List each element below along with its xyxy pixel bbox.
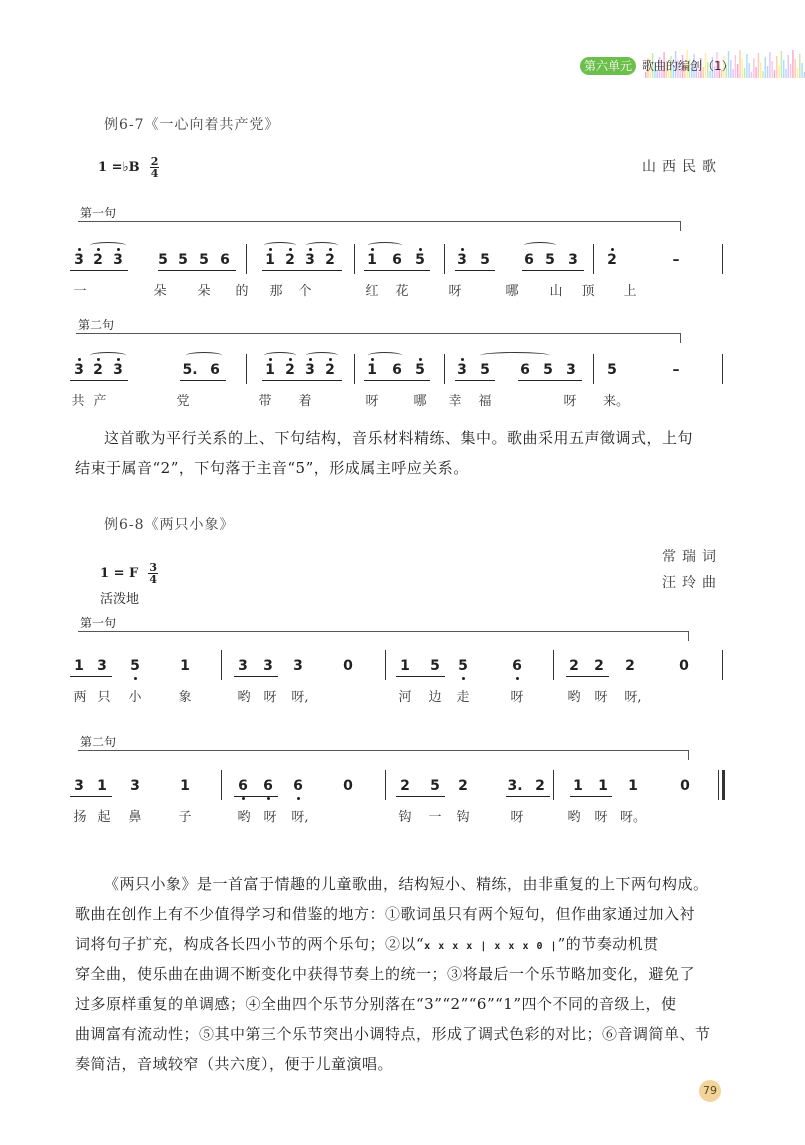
note: 6 (210, 362, 220, 378)
lyric: 那 (269, 284, 283, 299)
note: 5 (415, 252, 425, 268)
barline (718, 770, 719, 800)
lyric: 哟 (237, 690, 251, 705)
lyric: 呀 (594, 690, 608, 705)
paragraph1-line1: 这首歌为平行关系的上、下句结构，音乐材料精练、集中。歌曲采用五声徵调式，上句 (104, 429, 694, 447)
example2-key: 1 = F $\frac{3}{4}$ (100, 561, 158, 586)
underline (455, 270, 495, 271)
lyric: 呀, (291, 810, 309, 825)
barline (354, 244, 355, 274)
paragraph2-line6: 曲调富有流动性；⑤其中第三个乐节突出小调特点，形成了调式色彩的对比；⑥音调简单、节 (75, 1025, 711, 1043)
note: 3 (293, 658, 303, 674)
header-bar (753, 58, 754, 78)
note: 6 (263, 778, 273, 794)
lyric: 福 (478, 394, 492, 409)
underline (566, 676, 609, 677)
barline (246, 354, 247, 384)
example2-title: 例6-8《两只小象》 (104, 517, 235, 533)
lyric: 来。 (602, 394, 630, 409)
note: 3 (305, 362, 315, 378)
example2-phrase2-label: 第二句 (80, 735, 117, 749)
note: 5 (545, 252, 555, 268)
paragraph2-line7: 奏简洁，音域较窄（共六度），便于儿童演唱。 (75, 1055, 394, 1073)
header-bar (795, 59, 796, 78)
barline (553, 770, 554, 800)
lyric: 呀 (563, 394, 577, 409)
barline (221, 650, 222, 680)
note: 3 (457, 362, 467, 378)
slur (264, 352, 296, 359)
dot-above (461, 358, 464, 361)
lyric: 花 (395, 284, 409, 299)
barline (722, 244, 723, 274)
underline (364, 380, 430, 381)
underline (570, 796, 612, 797)
lyric: 小 (128, 690, 142, 705)
underline (180, 380, 226, 381)
note: – (672, 362, 680, 378)
note: 1 (97, 778, 107, 794)
note: 6 (238, 778, 248, 794)
header-bar (735, 55, 736, 78)
note: 2 (325, 252, 335, 268)
underline (234, 796, 278, 797)
barline (221, 770, 222, 800)
slur (306, 352, 338, 359)
lyric: 两 (73, 690, 87, 705)
note: 3 (113, 362, 123, 378)
header-bar (772, 61, 773, 78)
note: 1 (265, 252, 275, 268)
note: 2 (400, 778, 410, 794)
note: 5 (130, 658, 140, 674)
note: 3 (130, 778, 140, 794)
lyric: 着 (298, 394, 312, 409)
underline (70, 676, 112, 677)
lyric: 哟 (567, 690, 581, 705)
lyric: 呀 (365, 394, 379, 409)
lyric: 哟 (237, 810, 251, 825)
note: 2 (93, 252, 103, 268)
lyric: 呀 (263, 690, 277, 705)
slur (480, 352, 550, 359)
lyric: 带 (258, 394, 272, 409)
dot-below (516, 677, 519, 680)
barline (246, 244, 247, 274)
note: 2 (458, 778, 468, 794)
header-bar (769, 52, 770, 78)
underline (522, 270, 584, 271)
note: 1 (180, 658, 190, 674)
lyric: 一 (73, 284, 87, 299)
note: 3 (568, 252, 578, 268)
lyric: 一 (428, 810, 442, 825)
note: 5 (158, 252, 168, 268)
note: 3 (97, 658, 107, 674)
lyric: 产 (93, 394, 107, 409)
lyric: 哟 (567, 810, 581, 825)
lyric: 边 (428, 690, 442, 705)
note: 2 (93, 362, 103, 378)
lyric: 红 (365, 284, 379, 299)
lyric: 鼻 (128, 810, 142, 825)
dot-above (78, 358, 81, 361)
slur (306, 242, 338, 249)
paragraph1-line2: 结束于属音“2”，下句落于主音“5”，形成属主呼应关系。 (75, 459, 469, 477)
note: 0 (679, 658, 689, 674)
lyric: 呀, (291, 690, 309, 705)
paragraph2-line5: 过多原样重复的单调感；④全曲四个乐节分别落在“3”“2”“6”“1”四个不同的音级上，使 (75, 995, 677, 1013)
lyric: 子 (178, 810, 192, 825)
note: 3 (74, 362, 84, 378)
header-bar (785, 69, 786, 78)
note: 5 (199, 252, 209, 268)
lyric: 个 (298, 284, 312, 299)
note: 6 (293, 778, 303, 794)
lyric: 朵 (153, 284, 167, 299)
note: 2 (285, 252, 295, 268)
paragraph2-line4: 穿全曲，使乐曲在曲调不断变化中获得节奏上的统一；③将最后一个乐节略加变化，避免了 (75, 965, 696, 983)
example1-title: 例6-7《一心向着共产党》 (104, 117, 280, 133)
lyric: 顶 (581, 284, 595, 299)
note: 1 (400, 658, 410, 674)
note: 3 (238, 658, 248, 674)
lyric: 呀 (510, 690, 524, 705)
example1-phrase1-label: 第一句 (80, 206, 117, 220)
note: 1 (367, 252, 377, 268)
barline (444, 244, 445, 274)
lyric: 呀 (594, 810, 608, 825)
note: 5 (415, 362, 425, 378)
note: 3 (74, 252, 84, 268)
note: 6 (220, 252, 230, 268)
dot-below (267, 797, 270, 800)
note: 0 (343, 658, 353, 674)
note: 5. (182, 362, 198, 378)
phrase-bracket (78, 750, 689, 760)
barline (593, 244, 594, 274)
note: 5 (430, 778, 440, 794)
page-number: 79 (699, 1080, 721, 1102)
chapter-title: 歌曲的编创（1） (642, 59, 734, 73)
underline (506, 796, 550, 797)
paragraph2-line1: 《两只小象》是一首富于情趣的儿童歌曲，结构短小、精练，由非重复的上下两句构成。 (104, 875, 709, 893)
note: 1 (598, 778, 608, 794)
note: 1 (265, 362, 275, 378)
barline (385, 770, 386, 800)
note: 6 (524, 252, 534, 268)
underline (70, 796, 112, 797)
lyric: 起 (97, 810, 111, 825)
lyric: 呀, (624, 690, 642, 705)
lyric: 山 (549, 284, 563, 299)
underline (262, 380, 342, 381)
underline (396, 676, 445, 677)
lyric: 呀 (263, 810, 277, 825)
header-bar (767, 66, 768, 78)
lyric: 朵 (197, 284, 211, 299)
note: 6 (392, 252, 402, 268)
header-bar (790, 64, 791, 78)
dot-above (78, 248, 81, 251)
note: 1 (180, 778, 190, 794)
barline (354, 354, 355, 384)
note: 1 (573, 778, 583, 794)
header-bar (774, 70, 775, 78)
slur (264, 242, 296, 249)
header-bar (755, 67, 756, 78)
lyric: 哪 (413, 394, 427, 409)
phrase-bracket (76, 333, 681, 343)
underline (262, 270, 342, 271)
note: 2 (325, 362, 335, 378)
dot-above (419, 358, 422, 361)
slur (90, 242, 126, 249)
header-bar (792, 50, 793, 78)
header-bar (783, 60, 784, 78)
header-bar (762, 71, 763, 78)
note: 3 (305, 252, 315, 268)
underline (158, 270, 236, 271)
note: 6 (392, 362, 402, 378)
example2-tempo: 活泼地 (100, 592, 140, 607)
example1-key: 1 =♭B $\frac{2}{4}$ (98, 155, 159, 180)
paragraph2-line2: 歌曲在创作上有不少值得学习和借鉴的地方：①歌词虽只有两个短句，但作曲家通过加入衬 (75, 905, 696, 923)
header-bar (801, 63, 802, 78)
paragraph2-line3: 词将句子扩充，构成各长四小节的两个乐句；②以“x x x x | x x x 0 |”的节奏动机贯 (75, 935, 659, 953)
slur (368, 352, 402, 359)
phrase-bracket (78, 221, 681, 231)
lyric: 上 (623, 284, 637, 299)
header-bar (788, 55, 789, 78)
header-bar (799, 54, 800, 78)
lyric: 哪 (505, 284, 519, 299)
underline (396, 796, 445, 797)
header-bar (742, 59, 743, 78)
underline (234, 676, 278, 677)
note: 3 (113, 252, 123, 268)
note: 2 (625, 658, 635, 674)
dot-below (242, 797, 245, 800)
note: 3 (74, 778, 84, 794)
header-bar (760, 62, 761, 78)
example2-phrase1-label: 第一句 (80, 616, 117, 630)
header-bar (739, 50, 740, 78)
dot-below (462, 677, 465, 680)
lyric: 呀 (510, 810, 524, 825)
lyric: 的 (235, 284, 249, 299)
note: 5 (430, 658, 440, 674)
lyric: 共 (71, 394, 85, 409)
barline (553, 650, 554, 680)
note: 0 (680, 778, 690, 794)
header-bar (758, 53, 759, 78)
note: 3 (263, 658, 273, 674)
note: 1 (367, 362, 377, 378)
slur (524, 242, 556, 249)
header-bar (744, 68, 745, 78)
note: 3 (566, 362, 576, 378)
underline (455, 380, 495, 381)
lyric: 钩 (398, 810, 412, 825)
header-bar (737, 64, 738, 78)
lyric: 钩 (456, 810, 470, 825)
lyric: 走 (456, 690, 470, 705)
slur (90, 352, 126, 359)
dot-above (419, 248, 422, 251)
dot-above (611, 248, 614, 251)
header-bar (765, 57, 766, 78)
note: 6 (520, 362, 530, 378)
note: 2 (569, 658, 579, 674)
example2-composer: 汪玲曲 (662, 575, 722, 591)
note: 6 (512, 658, 522, 674)
note: 5 (480, 362, 490, 378)
note: 2 (285, 362, 295, 378)
header-bar (778, 65, 779, 78)
note: 5 (607, 362, 617, 378)
note: 2 (594, 658, 604, 674)
note: 5 (480, 252, 490, 268)
example1-phrase2-label: 第二句 (78, 318, 115, 332)
dot-above (461, 248, 464, 251)
slur (186, 352, 222, 359)
header-bar (781, 51, 782, 78)
note: 2 (607, 252, 617, 268)
note: 5 (543, 362, 553, 378)
note: 2 (535, 778, 545, 794)
lyric: 呀 (448, 284, 462, 299)
lyric: 只 (97, 690, 111, 705)
barline (722, 650, 723, 680)
dot-below (134, 677, 137, 680)
phrase-bracket (78, 631, 689, 641)
note: 1 (628, 778, 638, 794)
header-bar (746, 54, 747, 78)
slur (368, 242, 402, 249)
underline (70, 380, 128, 381)
note: 5 (458, 658, 468, 674)
barline (593, 354, 594, 384)
lyric: 扬 (73, 810, 87, 825)
final-barline (722, 770, 725, 800)
barline (444, 354, 445, 384)
note: – (672, 252, 680, 268)
note: 1 (74, 658, 84, 674)
underline (70, 270, 128, 271)
underline (518, 380, 582, 381)
barline (385, 650, 386, 680)
note: 0 (343, 778, 353, 794)
lyric: 幸 (448, 394, 462, 409)
header-bar (751, 72, 752, 78)
barline (722, 354, 723, 384)
header-bar (749, 63, 750, 78)
note: 3 (457, 252, 467, 268)
dot-below (297, 797, 300, 800)
example1-origin: 山西民歌 (642, 159, 722, 175)
header-bar (797, 68, 798, 78)
underline (364, 270, 430, 271)
example2-lyricist: 常瑞词 (662, 549, 722, 565)
rhythm-motif: x x x x | x x x 0 | (424, 941, 558, 952)
lyric: 河 (398, 690, 412, 705)
header-bar (776, 56, 777, 78)
lyric: 党 (176, 394, 190, 409)
note: 3. (507, 778, 523, 794)
unit-badge: 第六单元 (580, 57, 636, 75)
lyric: 呀。 (619, 810, 647, 825)
note: 5 (178, 252, 188, 268)
lyric: 象 (178, 690, 192, 705)
